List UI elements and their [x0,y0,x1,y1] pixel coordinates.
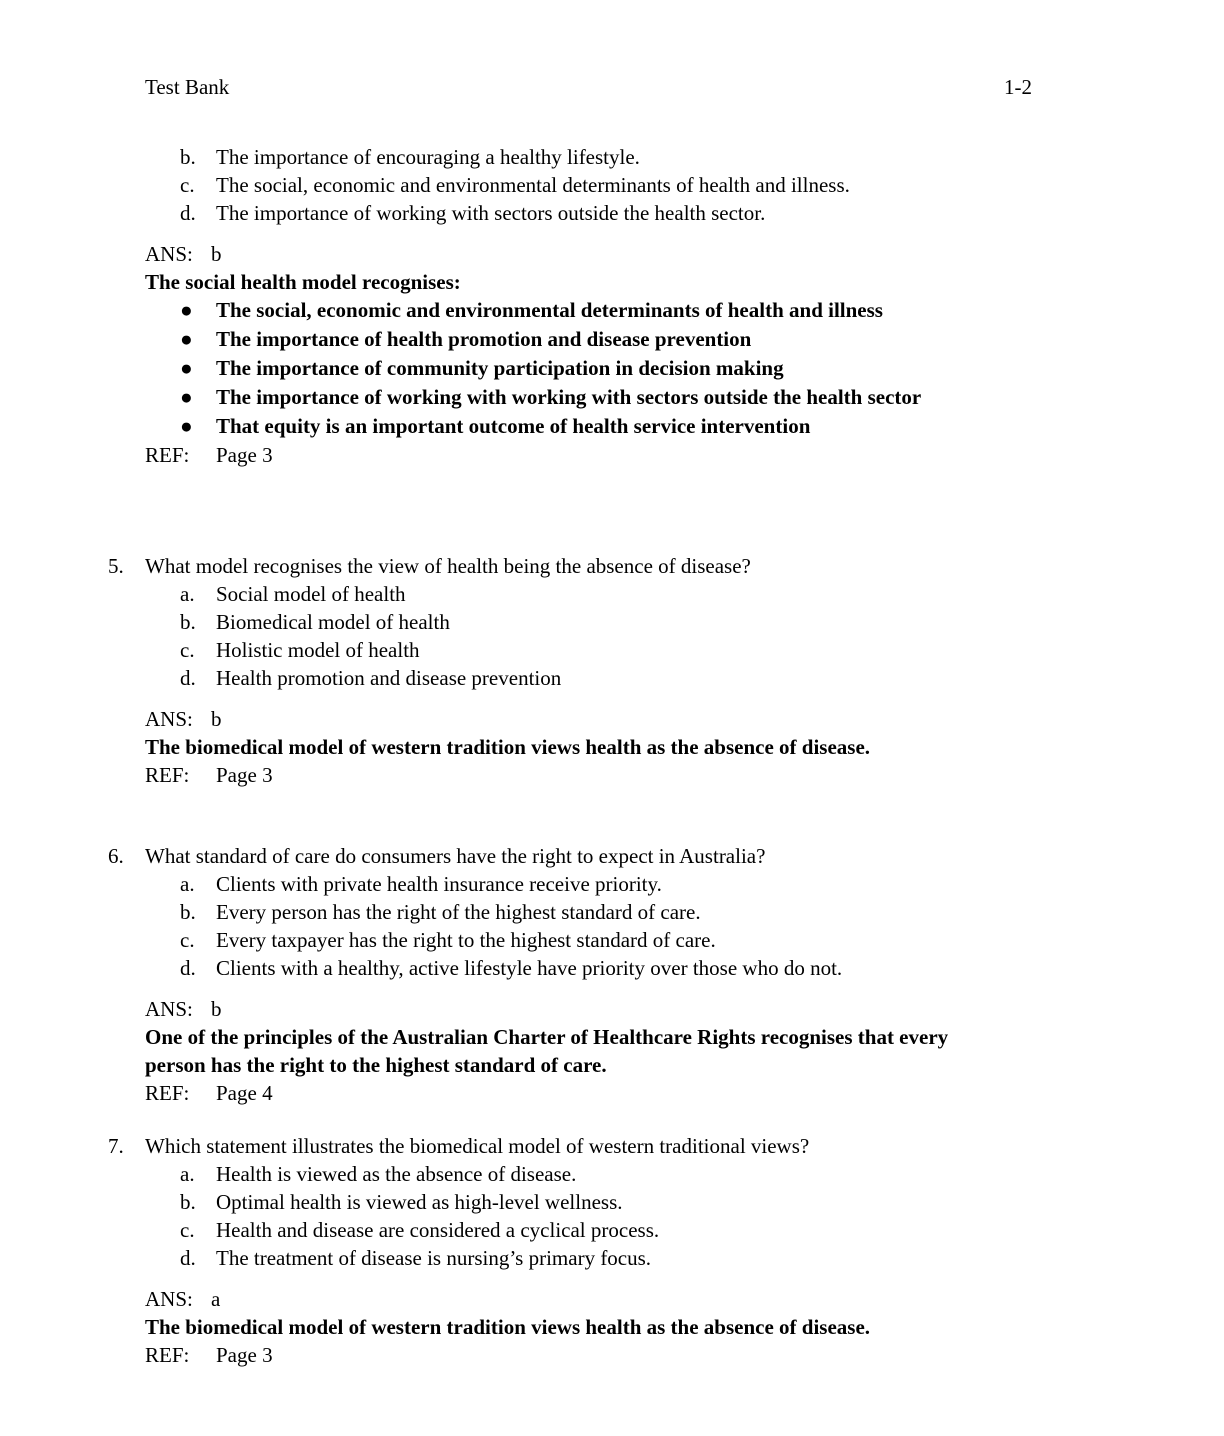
question-number: 7. [108,1134,124,1158]
option-letter: c. [180,638,195,662]
option-a [0,580,1224,608]
option-letter: a. [180,1162,195,1186]
bullet-icon: ● [180,356,193,380]
rationale: The biomedical model of western tradition views health as the absence of disease. [145,735,871,759]
rationale: One of the principles of the Australian Charter of Healthcare Rights recognises that every person has the right to the highest standard of care. [145,1025,949,1077]
reference-label: REF: [145,1081,190,1105]
option-text: The importance of working with sectors outside the health sector. [216,201,766,225]
answer-line [0,705,1224,733]
bullet-item: ● The importance of health promotion and disease prevention [180,327,752,351]
option-text: Clients with private health insurance receive priority. [216,872,662,896]
bullet-item: ● The importance of community participation in decision making [180,356,784,380]
question-stem [0,552,1224,580]
option-text: Health and disease are considered a cyclical process. [216,1218,660,1242]
question-number: 5. [108,554,124,578]
header-title: Test Bank [145,75,230,99]
option-c [0,171,1224,199]
reference-label: REF: [145,763,190,787]
option-letter: c. [180,173,195,197]
option-text: Optimal health is viewed as high-level wellness. [216,1190,623,1214]
question-stem [0,842,1224,870]
option-text: Holistic model of health [216,638,420,662]
answer-label: ANS: [145,242,193,266]
reference-label: REF: [145,1343,190,1367]
option-text: Biomedical model of health [216,610,450,634]
bullet-item: ● The importance of working with working with sectors outside the health sector [180,385,922,409]
bullet-icon: ● [180,327,193,351]
option-letter: d. [180,1246,196,1270]
page-number: 1-2 [1004,75,1032,99]
option-letter: b. [180,145,196,169]
answer-value: a [211,1287,221,1311]
bullet-icon: ● [180,414,193,438]
reference-line [0,1079,1224,1107]
page-header [145,73,1032,101]
question-text: What standard of care do consumers have the right to expect in Australia? [145,844,766,868]
question-stem [0,1132,1224,1160]
reference-label: REF: [145,443,190,467]
reference-value: Page 4 [216,1081,273,1105]
option-d [0,1244,1224,1272]
question-text: Which statement illustrates the biomedical model of western traditional views? [145,1134,810,1158]
option-letter: a. [180,582,195,606]
reference-line [0,761,1224,789]
question-5 [0,552,1224,789]
option-a [0,1160,1224,1188]
answer-label: ANS: [145,997,193,1021]
option-letter: d. [180,201,196,225]
answer-label: ANS: [145,1287,193,1311]
option-text: The importance of encouraging a healthy lifestyle. [216,145,640,169]
reference-value: Page 3 [216,763,273,787]
rationale: The social health model recognises: [145,270,461,294]
option-b [0,608,1224,636]
option-letter: d. [180,956,196,980]
question-text: What model recognises the view of health being the absence of disease? [145,554,751,578]
question-6 [0,842,1224,1107]
option-text: Clients with a healthy, active lifestyle have priority over those who do not. [216,956,843,980]
bullet-icon: ● [180,385,193,409]
answer-label: ANS: [145,707,193,731]
option-text: The social, economic and environmental determinants of health and illness. [216,173,850,197]
option-b [0,143,1224,171]
option-d [0,664,1224,692]
option-letter: b. [180,610,196,634]
option-letter: c. [180,928,195,952]
option-text: The treatment of disease is nursing’s primary focus. [216,1246,652,1270]
bullet-icon: ● [180,298,193,322]
option-b [0,898,1224,926]
option-letter: d. [180,666,196,690]
answer-value: b [211,997,222,1021]
option-a [0,870,1224,898]
option-text: Social model of health [216,582,406,606]
option-text: Every person has the right of the highest standard of care. [216,900,701,924]
answer-line [0,1285,1224,1313]
reference-line [0,441,1224,469]
option-text: Every taxpayer has the right to the highest standard of care. [216,928,716,952]
option-letter: a. [180,872,195,896]
option-text: Health promotion and disease prevention [216,666,562,690]
option-text: Health is viewed as the absence of disease. [216,1162,577,1186]
option-letter: b. [180,1190,196,1214]
reference-line [0,1341,1224,1369]
answer-value: b [211,242,222,266]
question-7 [0,1132,1224,1369]
rationale: The biomedical model of western tradition views health as the absence of disease. [145,1315,871,1339]
reference-value: Page 3 [216,443,273,467]
option-d [0,199,1224,227]
option-c [0,1216,1224,1244]
option-c [0,636,1224,664]
bullet-item: ● The social, economic and environmental determinants of health and illness [180,298,883,322]
answer-line [0,995,1224,1023]
rationale-bullet-list [0,296,1224,440]
option-letter: b. [180,900,196,924]
option-b [0,1188,1224,1216]
question-4-tail [0,143,1224,469]
reference-value: Page 3 [216,1343,273,1367]
answer-line [0,240,1224,268]
option-c [0,926,1224,954]
bullet-item: ● That equity is an important outcome of health service intervention [180,414,811,438]
question-number: 6. [108,844,124,868]
answer-value: b [211,707,222,731]
option-d [0,954,1224,982]
option-letter: c. [180,1218,195,1242]
